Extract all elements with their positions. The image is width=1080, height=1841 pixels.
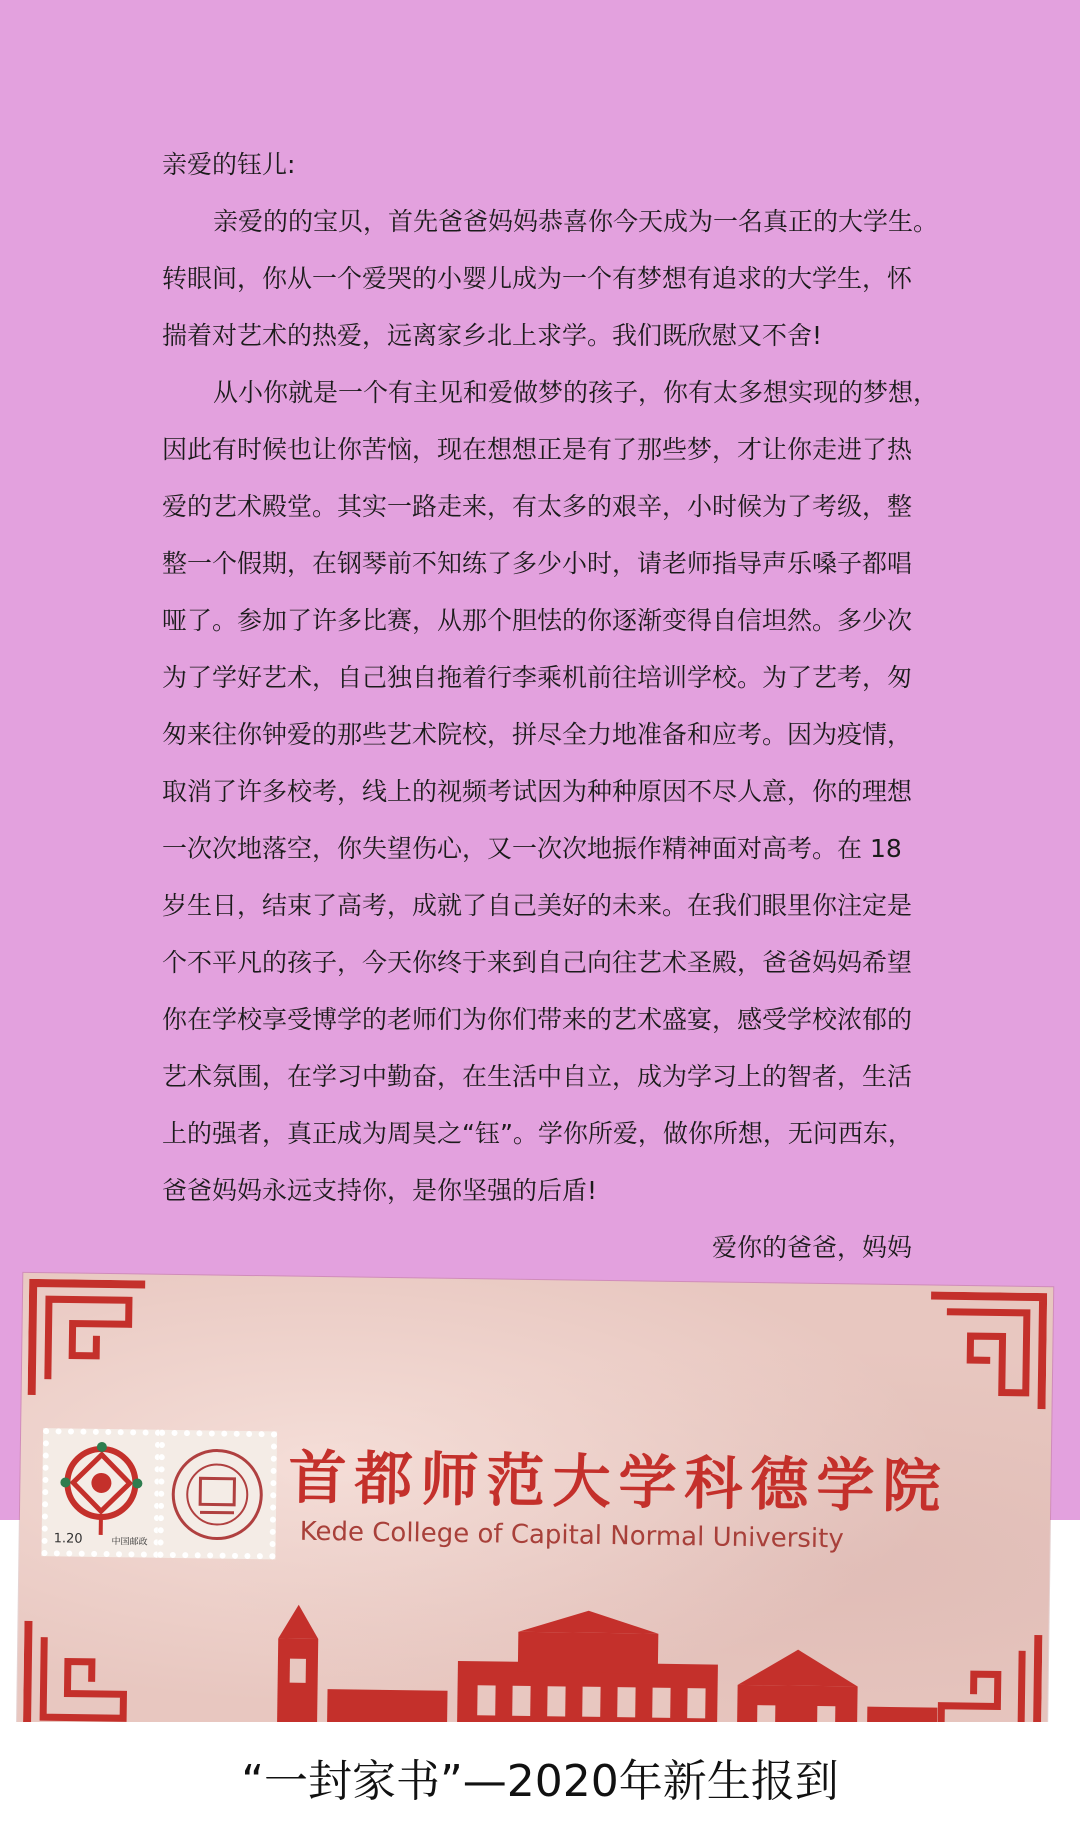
letter-line: 为了学好艺术，自己独自拖着行李乘机前往培训学校。为了艺考，匆 [162,663,913,692]
letter-line: 爱的艺术殿堂。其实一路走来，有太多的艰辛，小时候为了考级，整 [162,492,913,521]
letter-line: 个不平凡的孩子，今天你终于来到自己向往艺术圣殿，爸爸妈妈希望 [162,948,913,977]
stamp-price: 1.20 [53,1531,83,1547]
letter-line: 上的强者，真正成为周昊之“钰”。学你所爱，做你所想，无问西东， [162,1119,913,1148]
postage-stamp [41,1428,161,1558]
envelope [17,1273,1053,1722]
chinese-knot-stamp-icon [48,1436,155,1537]
stamp-country: 中国邮政 [111,1537,148,1548]
envelope-photo [0,1270,1080,1722]
letter-line: 匆来往你钟爱的那些艺术院校，拼尽全力地准备和应考。因为疫情， [162,720,913,749]
letter-signature: 爱你的爸爸，妈妈 [711,1233,912,1262]
letter-line: 你在学校享受博学的老师们为你们带来的艺术盛宴，感受学校浓郁的 [162,1005,913,1034]
college-seal-stamp-icon [163,1436,271,1553]
letter-line: 亲爱的的宝贝，首先爸爸妈妈恭喜你今天成为一名真正的大学生。 [213,207,939,236]
campus-building-silhouette-icon [267,1598,949,1722]
postage-stamp [157,1430,277,1560]
corner-fret-ornament-icon [925,1291,1047,1413]
letter-body [162,136,939,1276]
corner-fret-ornament-icon [23,1617,145,1722]
letter-line: 揣着对艺术的热爱，远离家乡北上求学。我们既欣慰又不舍! [162,321,823,350]
letter-line: 从小你就是一个有主见和爱做梦的孩子，你有太多想实现的梦想， [213,378,939,407]
letter-line: 转眼间，你从一个爱哭的小婴儿成为一个有梦想有追求的大学生，怀 [162,264,913,293]
letter-line: 爸爸妈妈永远支持你，是你坚强的后盾! [162,1176,598,1205]
corner-fret-ornament-icon [28,1279,150,1401]
letter-line: 岁生日，结束了高考，成就了自己美好的未来。在我们眼里你注定是 [162,891,913,920]
letter-greeting: 亲爱的钰儿: [162,150,296,179]
photo-caption: “一封家书”—2020年新生报到 [0,1722,1080,1841]
college-name-en: Kede College of Capital Normal University [299,1516,844,1555]
letter-line: 一次次地落空，你失望伤心，又一次次地振作精神面对高考。在 18 [162,834,902,863]
letter-line: 艺术氛围，在学习中勤奋，在生活中自立，成为学习上的智者，生活 [162,1062,913,1091]
letter-line: 因此有时候也让你苦恼，现在想想正是有了那些梦，才让你走进了热 [162,435,913,464]
college-name-cn: 首都师范大学科德学院 [288,1443,949,1521]
letter-line: 整一个假期，在钢琴前不知练了多少小时，请老师指导声乐嗓子都唱 [162,549,913,578]
letter-line: 哑了。参加了许多比赛，从那个胆怯的你逐渐变得自信坦然。多少次 [162,606,913,635]
letter-line: 取消了许多校考，线上的视频考试因为种种原因不尽人意，你的理想 [162,777,913,806]
